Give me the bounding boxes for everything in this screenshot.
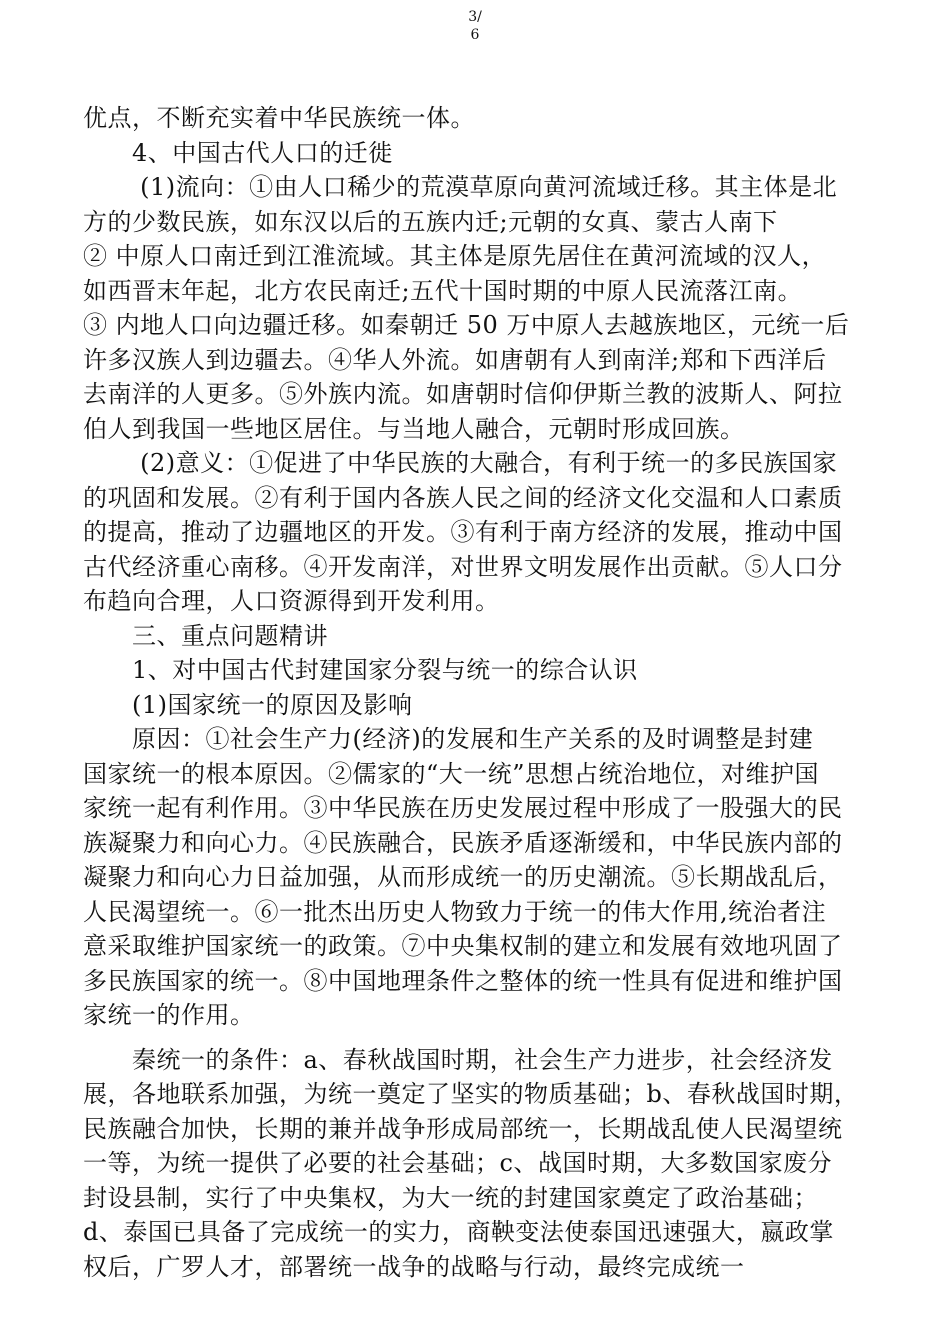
text-line: ② 中原人口南迁到江淮流域。其主体是原先居住在黄河流域的汉人， xyxy=(83,242,827,270)
text-line: 凝聚力和向心力日益加强，从而形成统一的历史潮流。⑤长期战乱后， xyxy=(83,863,843,891)
text-line: 许多汉族人到边疆去。④华人外流。如唐朝有人到南洋;郑和下西洋后 xyxy=(83,345,827,374)
text-line: 如西晋末年起，北方农民南迁;五代十国时期的中原人民流落江南。 xyxy=(83,276,803,305)
text-line: 权后，广罗人才，部署统一战争的战略与行动，最终完成统一 xyxy=(83,1252,745,1281)
text-line: (2)意义：①促进了中华民族的大融合，有利于统一的多民族国家 xyxy=(83,449,838,477)
document-body xyxy=(83,101,875,1284)
text-line: 封设县制，实行了中央集权，为大一统的封建国家奠定了政治基础； xyxy=(83,1183,818,1212)
text-line: 家统一起有利作用。③中华民族在历史发展过程中形成了一股强大的民 xyxy=(83,794,843,822)
text-line: 人民渴望统一。⑥一批杰出历史人物致力于统一的伟大作用,统治者注 xyxy=(83,897,827,926)
text-line: 国家统一的根本原因。②儒家的“大一统”思想占统治地位，对维护国 xyxy=(83,759,820,788)
page-number xyxy=(0,8,950,44)
text-line: 民族融合加快，长期的兼并战争形成局部统一，长期战乱使人民渴望统 xyxy=(83,1114,843,1143)
text-line: 的巩固和发展。②有利于国内各族人民之间的经济文化交温和人口素质 xyxy=(83,483,843,512)
section-heading: 4、中国古代人口的迁徙 xyxy=(83,138,393,167)
text-line: 家统一的作用。 xyxy=(83,1001,255,1029)
text-line: 伯人到我国一些地区居住。与当地人融合，元朝时形成回族。 xyxy=(83,414,745,443)
page-number-bottom: 6 xyxy=(470,27,480,43)
text-line: 意采取维护国家统一的政策。⑦中央集权制的建立和发展有效地巩固了 xyxy=(83,932,843,960)
text-line: 优点，不断充实着中华民族统一体。 xyxy=(83,104,475,132)
text-line: (1)流向：①由人口稀少的荒漠草原向黄河流域迁移。其主体是北 xyxy=(83,173,838,201)
section-heading: 三、重点问题精讲 xyxy=(83,621,328,650)
text-line: 的提高，推动了边疆地区的开发。③有利于南方经济的发展，推动中国 xyxy=(83,518,843,546)
text-line: 族凝聚力和向心力。④民族融合，民族矛盾逐渐缓和，中华民族内部的 xyxy=(83,828,843,857)
text-line: 布趋向合理，人口资源得到开发利用。 xyxy=(83,587,500,615)
paragraph-gap xyxy=(83,1033,875,1043)
section-heading: (1)国家统一的原因及影响 xyxy=(83,690,413,719)
page-number-top: 3/ xyxy=(468,9,482,25)
text-line: 秦统一的条件：a、春秋战国时期，社会生产力进步，社会经济发 xyxy=(83,1045,833,1074)
section-heading: 1、对中国古代封建国家分裂与统一的综合认识 xyxy=(83,656,638,684)
text-line: 多民族国家的统一。⑧中国地理条件之整体的统一性具有促进和维护国 xyxy=(83,966,843,995)
text-line: 展，各地联系加强，为统一奠定了坚实的物质基础；b、春秋战国时期， xyxy=(83,1080,859,1108)
text-line: d、泰国已具备了完成统一的实力，商鞅变法使泰国迅速强大，嬴政掌 xyxy=(83,1218,834,1246)
text-line: 古代经济重心南移。④开发南洋，对世界文明发展作出贡献。⑤人口分 xyxy=(83,552,843,581)
text-line: 一等，为统一提供了必要的社会基础；c、战国时期，大多数国家废分 xyxy=(83,1149,832,1177)
text-line: 去南洋的人更多。⑤外族内流。如唐朝时信仰伊斯兰教的波斯人、阿拉 xyxy=(83,380,843,408)
text-line: 原因：①社会生产力(经济)的发展和生产关系的及时调整是封建 xyxy=(83,725,814,753)
text-line: ③ 内地人口向边疆迁移。如秦朝迁 50 万中原人去越族地区，元统一后 xyxy=(83,311,850,339)
text-line: 方的少数民族，如东汉以后的五族内迁;元朝的女真、蒙古人南下 xyxy=(83,207,778,236)
